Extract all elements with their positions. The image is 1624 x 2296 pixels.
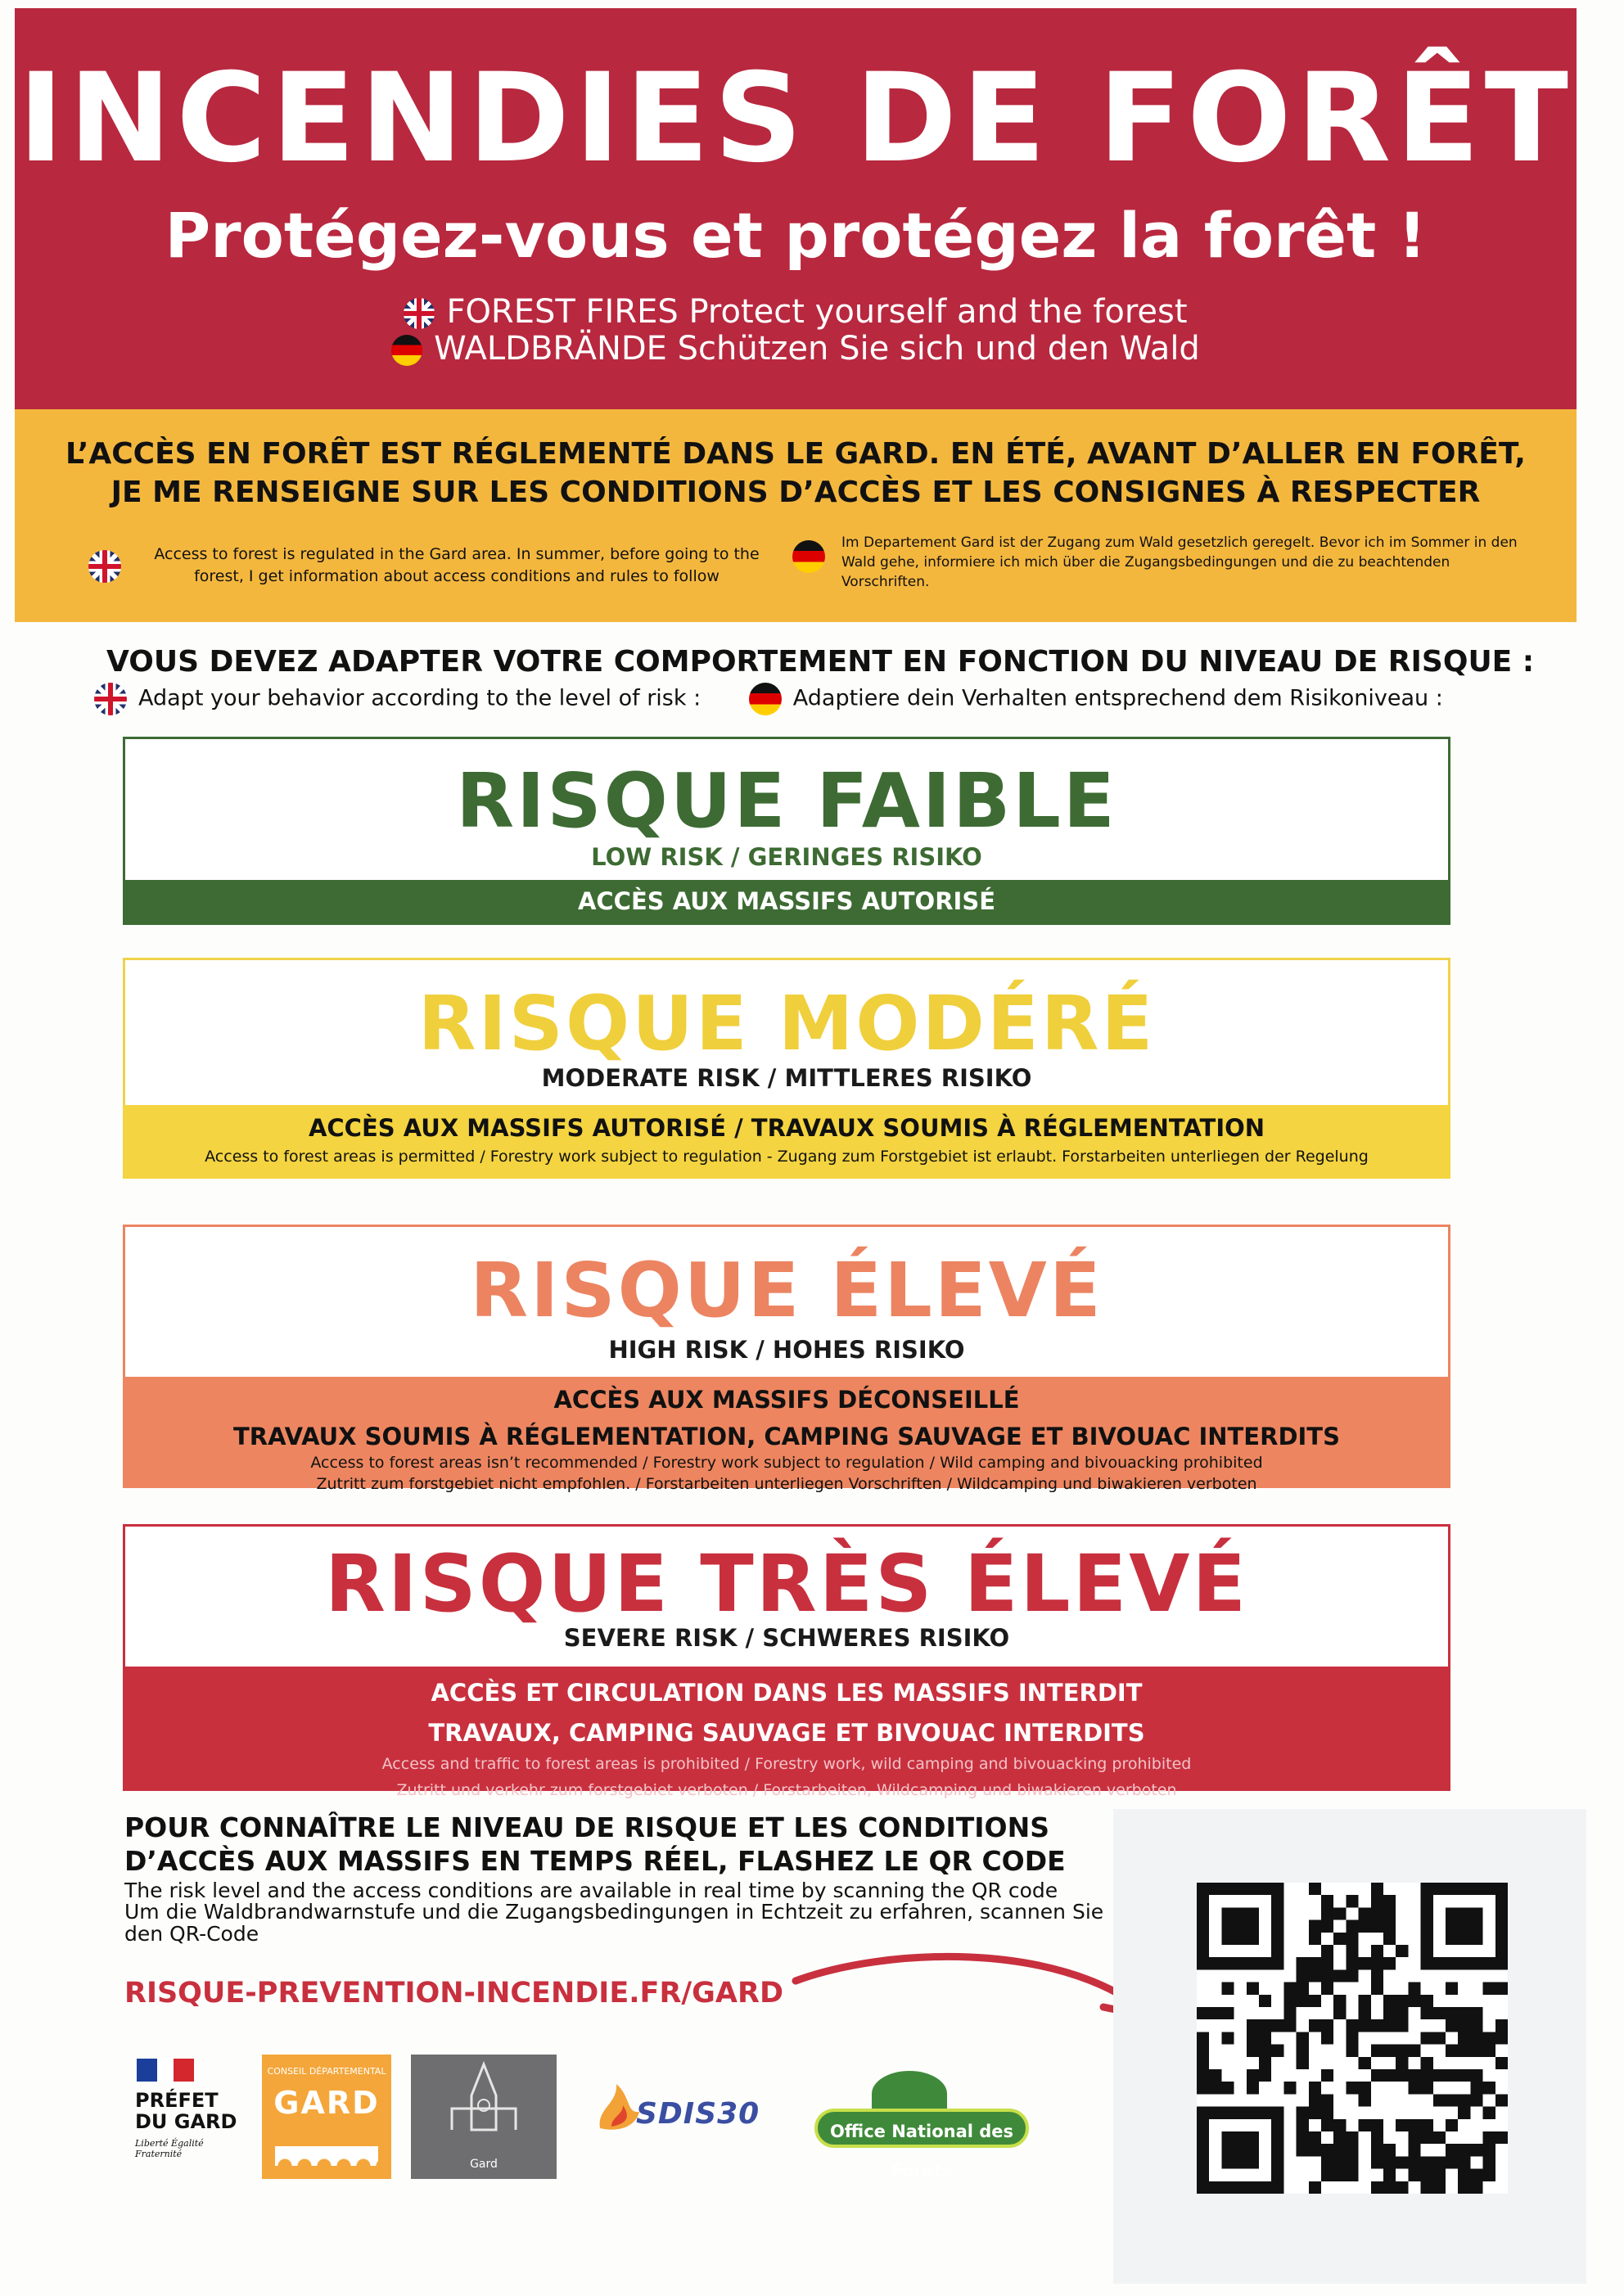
behaviour-subtitle-de bbox=[749, 683, 1443, 715]
sdis30-name: SDIS30 bbox=[636, 2097, 760, 2131]
header-banner bbox=[15, 8, 1577, 409]
risk-severe-card bbox=[123, 1524, 1450, 1799]
access-regulation-band bbox=[15, 409, 1577, 622]
risk-moderate-rule-note: Access to forest areas is permitted / Forestry work subject to regulation - Zugang zum Forstgebiet ist erlaubt. Forstarbeiten unterliegen der Regelung bbox=[205, 1148, 1369, 1166]
german-flag-icon bbox=[792, 540, 825, 573]
risk-severe-note-en: Access and traffic to forest areas is prohibited / Forestry work, wild camping and bivouacking prohibited bbox=[381, 1754, 1192, 1773]
risk-severe-rule-1: ACCÈS ET CIRCULATION DANS LES MASSIFS INTERDIT bbox=[431, 1679, 1143, 1707]
qr-heading bbox=[124, 1811, 1107, 1879]
onf-name: Office National des Forêts bbox=[814, 2109, 1029, 2148]
gard-logo-caption: CONSEIL DÉPARTEMENTAL bbox=[267, 2066, 386, 2077]
risk-high-subtitle: HIGH RISK / HOHES RISIKO bbox=[608, 1336, 965, 1364]
access-note-de-text: Im Departement Gard ist der Zugang zum Wald gesetzlich geregelt. Bevor ich im Sommer in den Wald gehe, informiere ich mich über die Zugangsbedingungen und die zu beachtenden Vorschriften. bbox=[841, 535, 1518, 590]
qr-heading-line-2: D’ACCÈS AUX MASSIFS EN TEMPS RÉEL, FLASHEZ LE QR CODE bbox=[124, 1845, 1066, 1878]
risk-high-rule-bar bbox=[123, 1377, 1450, 1493]
risk-high-rule-1: ACCÈS AUX MASSIFS DÉCONSEILLÉ bbox=[553, 1386, 1020, 1414]
sdis30-logo bbox=[593, 2079, 782, 2161]
risk-severe-rule-2: TRAVAUX, CAMPING SAUVAGE ET BIVOUAC INTERDITS bbox=[428, 1719, 1145, 1748]
risk-severe-title: RISQUE TRÈS ÉLEVÉ bbox=[324, 1538, 1249, 1630]
risk-moderate-rule-bar bbox=[123, 1105, 1450, 1179]
subtitle: Protégez-vous et protégez la forêt ! bbox=[165, 199, 1427, 272]
risk-moderate-subtitle: MODERATE RISK / MITTLERES RISIKO bbox=[541, 1064, 1032, 1092]
german-flag-icon bbox=[391, 335, 422, 366]
uk-flag-icon bbox=[88, 550, 121, 583]
access-regulation-title: L’ACCÈS EN FORÊT EST RÉGLEMENTÉ DANS LE GARD. EN ÉTÉ, AVANT D’ALLER EN FORÊT, JE ME RENSEIGNE SUR LES CONDITIONS D’ACCÈS ET LES CONSIGNES À RESPECTER bbox=[65, 437, 1526, 509]
risk-high-title: RISQUE ÉLEVÉ bbox=[470, 1247, 1103, 1334]
access-note-en-text: Access to forest is regulated in the Gard area. In summer, before going to the forest, I get information about access conditions and rules to follow bbox=[154, 545, 760, 585]
german-tagline-text: WALDBRÄNDE Schützen Sie sich und den Wald bbox=[434, 330, 1200, 368]
risk-low-title: RISQUE FAIBLE bbox=[456, 757, 1117, 845]
access-note-en bbox=[88, 544, 776, 587]
prefet-name: PRÉFET DU GARD bbox=[135, 2089, 237, 2134]
behaviour-subtitle-en bbox=[94, 683, 701, 715]
risk-high-rule-2: TRAVAUX SOUMIS À RÉGLEMENTATION, CAMPING SAUVAGE ET BIVOUAC INTERDITS bbox=[233, 1423, 1340, 1451]
risk-low-subtitle: LOW RISK / GERINGES RISIKO bbox=[591, 843, 982, 871]
uk-flag-icon bbox=[404, 298, 435, 329]
uk-flag-icon bbox=[94, 683, 127, 715]
prefet-motto: Liberté Égalité Fraternité bbox=[135, 2137, 204, 2159]
arrow-icon bbox=[786, 1948, 1162, 2046]
church-icon bbox=[411, 2055, 557, 2145]
risk-high-card bbox=[123, 1225, 1450, 1493]
access-note-de bbox=[792, 534, 1529, 592]
behaviour-subtitle-de-text: Adaptiere dein Verhalten entsprechend dem Risikoniveau : bbox=[792, 685, 1443, 711]
behaviour-title: VOUS DEVEZ ADAPTER VOTRE COMPORTEMENT EN FONCTION DU NIVEAU DE RISQUE : bbox=[106, 645, 1535, 679]
risk-severe-note-de: Zutritt und verkehr zum forstgebiet verboten / Forstarbeiten, Wildcamping und biwakieren verboten bbox=[396, 1780, 1177, 1799]
main-title: INCENDIES DE FORÊT bbox=[18, 47, 1573, 190]
risk-low-card bbox=[123, 737, 1450, 925]
risk-moderate-card bbox=[123, 958, 1450, 1179]
communes-forestieres-gard-logo bbox=[411, 2055, 557, 2179]
qr-note-de: Um die Waldbrandwarnstufe und die Zugangsbedingungen in Echtzeit zu erfahren, scannen Sie den QR-Code bbox=[124, 1900, 1104, 1946]
risk-moderate-rule: ACCÈS AUX MASSIFS AUTORISÉ / TRAVAUX SOUMIS À RÉGLEMENTATION bbox=[308, 1114, 1265, 1142]
risk-high-note-de: Zutritt zum forstgebiet nicht empfohlen. / Forstarbeiten unterliegen Vorschriften / Wildcamping und biwakieren verboten bbox=[316, 1474, 1257, 1493]
german-tagline bbox=[15, 332, 1577, 366]
cdg-logo-text: Gard bbox=[470, 2158, 498, 2171]
risk-low-rule-bar bbox=[123, 880, 1450, 925]
qr-note bbox=[124, 1880, 1107, 1945]
risk-low-rule: ACCÈS AUX MASSIFS AUTORISÉ bbox=[577, 887, 996, 915]
risk-severe-subtitle: SEVERE RISK / SCHWERES RISIKO bbox=[563, 1624, 1010, 1652]
marianne-flag-icon bbox=[137, 2059, 194, 2082]
gard-logo-name: GARD bbox=[273, 2085, 380, 2122]
qr-code-icon[interactable] bbox=[1197, 1883, 1508, 2194]
website-link[interactable]: RISQUE-PREVENTION-INCENDIE.FR/GARD bbox=[124, 1977, 783, 2010]
english-tagline bbox=[15, 295, 1577, 329]
behaviour-subtitle-en-text: Adapt your behavior according to the level of risk : bbox=[138, 685, 701, 711]
pont-du-gard-icon bbox=[275, 2146, 378, 2166]
risk-severe-rule-bar bbox=[123, 1667, 1450, 1799]
onf-logo bbox=[814, 2071, 1029, 2181]
german-flag-icon bbox=[749, 683, 782, 715]
english-tagline-text: FOREST FIRES Protect yourself and the forest bbox=[446, 293, 1188, 331]
qr-code-panel bbox=[1113, 1809, 1586, 2284]
qr-heading-line-1: POUR CONNAÎTRE LE NIVEAU DE RISQUE ET LES CONDITIONS bbox=[124, 1811, 1049, 1843]
prefet-du-gard-logo bbox=[135, 2059, 250, 2181]
qr-note-en: The risk level and the access conditions are available in real time by scanning the QR code bbox=[124, 1879, 1058, 1902]
conseil-departemental-gard-logo bbox=[262, 2055, 391, 2179]
behaviour-subtitle bbox=[94, 683, 1443, 715]
risk-high-note-en: Access to forest areas isn’t recommended / Forestry work subject to regulation / Wild camping and bivouacking prohibited bbox=[310, 1453, 1263, 1472]
risk-moderate-title: RISQUE MODÉRÉ bbox=[417, 980, 1156, 1067]
